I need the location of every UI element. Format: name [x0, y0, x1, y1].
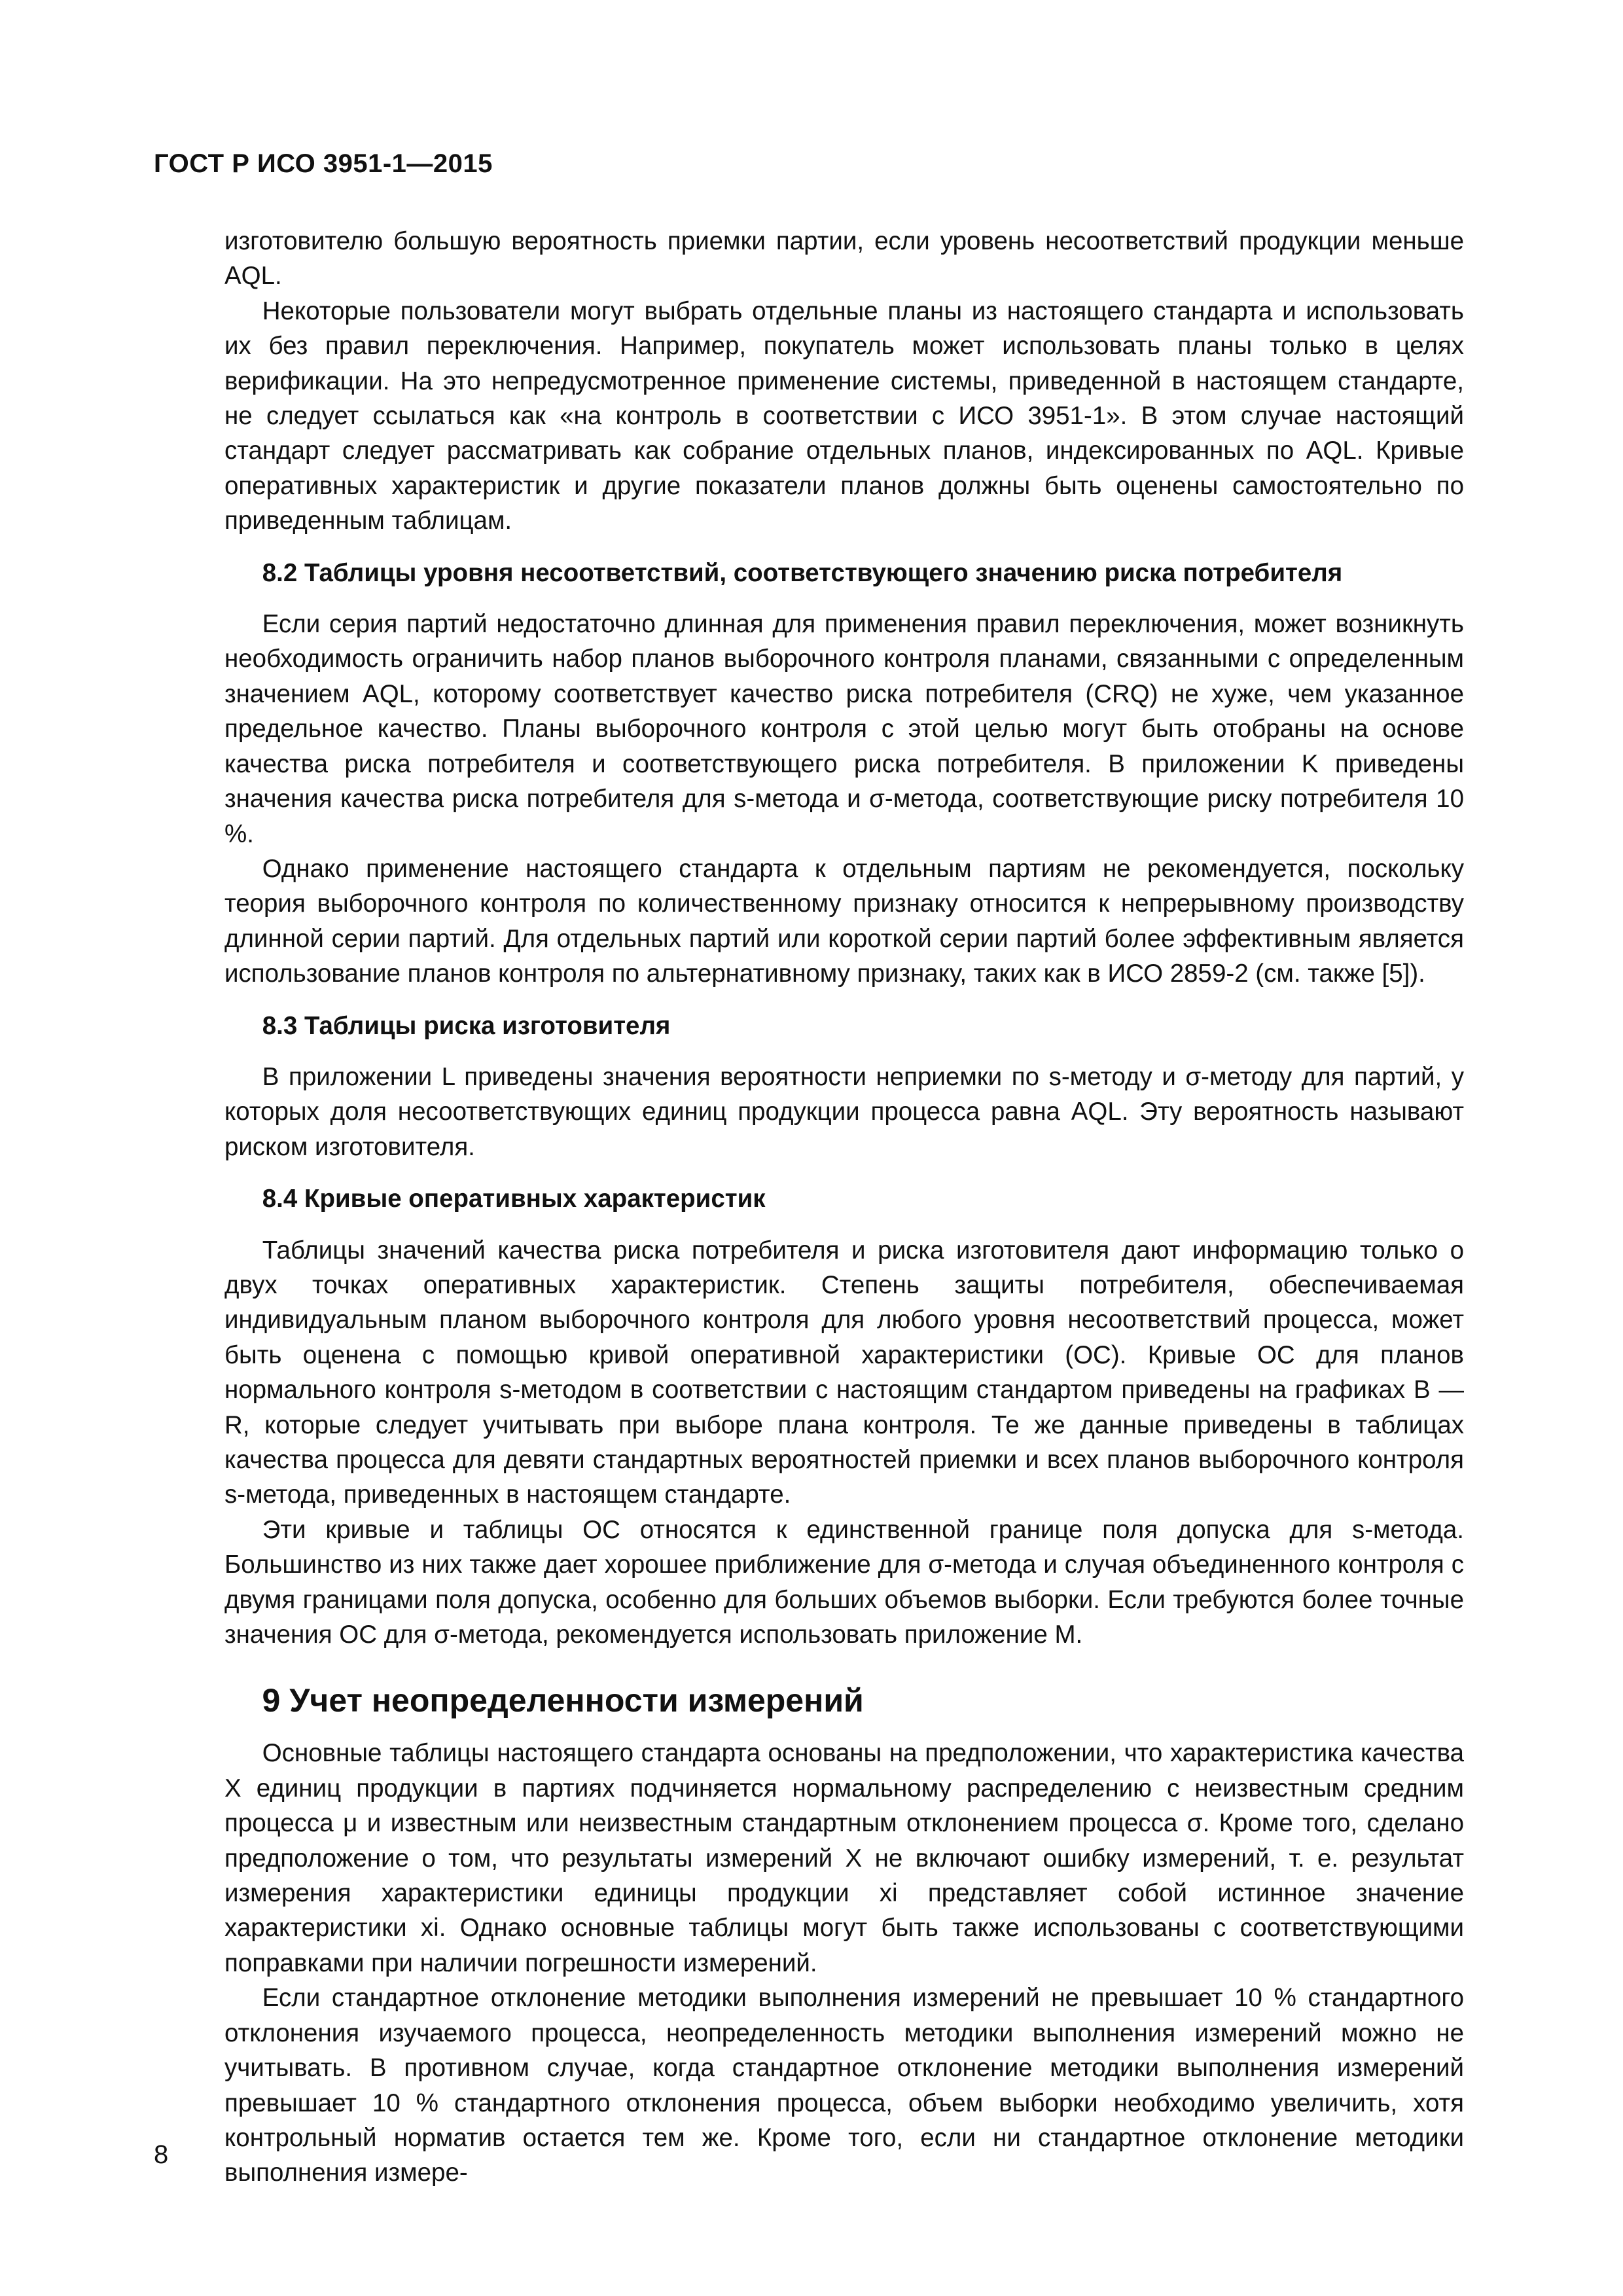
page-number: 8 — [154, 2140, 169, 2169]
paragraph: Однако применение настоящего стандарта к отдельным партиям не рекомендуется, поскольку теория выборочного контроля по количественному признаку относится к непрерывному производству длинной серии партий. Для отдельных партий или короткой серии партий более эффективным является использование планов контроля по альтернативному признаку, таких как в ИСО 2859-2 (см. также [5]). — [224, 854, 1464, 988]
paragraph: Если стандартное отклонение методики выполнения измерений не превышает 10 % стандартного отклонения изучаемого процесса, неопределенность методики выполнения измерений можно не учитывать. В противном случае, когда стандартное отклонение методики выполнения измерений превышает 10 % стандартного отклонения процесса, объем выборки необходимо увеличить, хотя контрольный норматив остается тем же. Кроме того, если ни стандартное отклонение методики выполнения измере- — [224, 1984, 1464, 2187]
section-heading: 8.2 Таблицы уровня несоответствий, соответствующего значению риска потребителя — [262, 558, 1343, 587]
paragraph: Основные таблицы настоящего стандарта основаны на предположении, что характеристика качества X единиц продукции в партиях подчиняется нормальному распределению с неизвестным средним процесса μ и известным или неизвестным стандартным отклонением процесса σ. Кроме того, сделано предположение о том, что результаты измерений X не включают ошибку измерений, т. е. результат измерения характеристики единицы продукции xi представляет собой истинное значение характеристики xi. Однако основные таблицы могут быть также использованы с соответствующими поправками при наличии погрешности измерений. — [224, 1739, 1464, 1977]
section-heading: 8.4 Кривые оперативных характеристик — [262, 1185, 766, 1213]
document-body — [224, 224, 1464, 2191]
document-header: ГОСТ Р ИСО 3951-1—2015 — [154, 149, 493, 178]
paragraph: Таблицы значений качества риска потребителя и риска изготовителя дают информацию только о двух точках оперативных характеристик. Степень защиты потребителя, обеспечиваемая индивидуальным планом выборочного контроля для любого уровня несоответствий процесса, может быть оценена с помощью кривой оперативной характеристики (ОС). Кривые ОС для планов нормального контроля s-методом в соответствии с настоящим стандартом приведены на графиках В — R, которые следует учитывать при выборе плана контроля. Те же данные приведены в таблицах качества процесса для девяти стандартных вероятностей приемки и всех планов выборочного контроля s-метода, приведенных в настоящем стандарте. — [224, 1236, 1464, 1509]
paragraph: Эти кривые и таблицы ОС относятся к единственной границе поля допуска для s-метода. Большинство из них также дает хорошее приближение для σ-метода и случая объединенного контроля с двумя границами поля допуска, особенно для больших объемов выборки. Если требуются более точные значения ОС для σ-метода, рекомендуется использовать приложение М. — [224, 1515, 1464, 1649]
paragraph: Некоторые пользователи могут выбрать отдельные планы из настоящего стандарта и использовать их без правил переключения. Например, покупатель может использовать планы только в целях верификации. На это непредусмотренное применение системы, приведенной в настоящем стандарте, не следует ссылаться как «на контроль в соответствии с ИСО 3951-1». В этом случае настоящий стандарт следует рассматривать как собрание отдельных планов, индексированных по AQL. Кривые оперативных характеристик и другие показатели планов должны быть оценены самостоятельно по приведенным таблицам. — [224, 296, 1464, 535]
chapter-heading: 9 Учет неопределенности измерений — [262, 1682, 864, 1719]
paragraph: В приложении L приведены значения вероятности неприемки по s-методу и σ-методу для партий, у которых доля несоответствующих единиц продукции процесса равна AQL. Эту вероятность называют риском изготовителя. — [224, 1062, 1464, 1161]
paragraph: изготовителю большую вероятность приемки партии, если уровень несоответствий продукции меньше AQL. — [224, 227, 1464, 291]
paragraph: Если серия партий недостаточно длинная для применения правил переключения, может возникнуть необходимость ограничить набор планов выборочного контроля планами, связанными с определенным значением AQL, которому соответствует качество риска потребителя (CRQ) не хуже, чем указанное предельное качество. Планы выборочного контроля с этой целью могут быть отобраны на основе качества риска потребителя и соответствующего риска потребителя. В приложении K приведены значения качества риска потребителя для s-метода и σ-метода, соответствующие риску потребителя 10 %. — [224, 610, 1464, 848]
section-heading: 8.3 Таблицы риска изготовителя — [262, 1011, 671, 1040]
